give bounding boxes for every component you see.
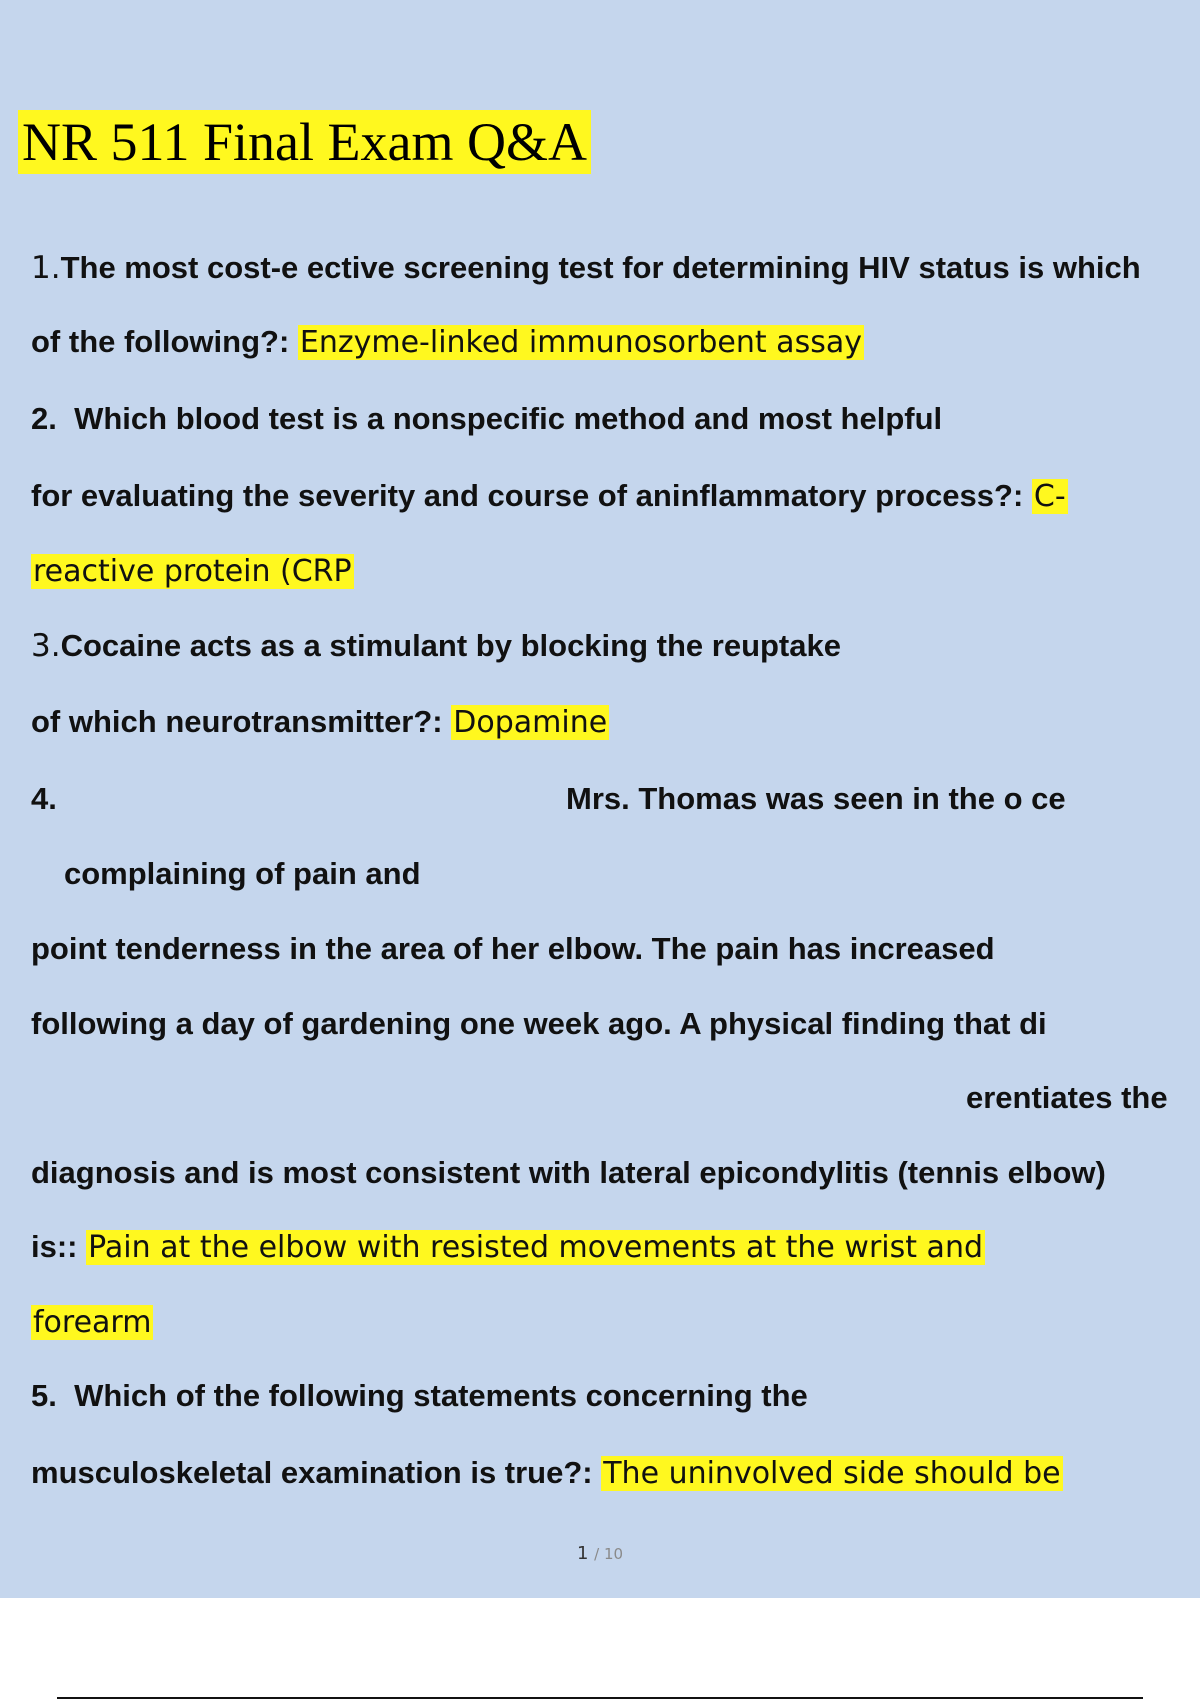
question-3-answer: Dopamine — [453, 705, 608, 740]
question-4-line-4 — [31, 1004, 1047, 1044]
question-4-text-4: following a day of gardening one week ago. A physical finding that di — [31, 1006, 1047, 1041]
question-4-line-6 — [31, 1153, 1106, 1193]
question-1-prefix: of the following?: — [31, 324, 298, 359]
question-2-answer-part-1: C- — [1033, 479, 1066, 514]
question-5-line-1 — [31, 1376, 808, 1416]
question-4-text-6: diagnosis and is most consistent with lateral epicondylitis (tennis elbow) — [31, 1155, 1106, 1190]
question-1-number: 1. — [31, 250, 61, 286]
question-4-text-2: complaining of pain and — [64, 856, 421, 891]
question-4-text-5: erentiates the — [966, 1080, 1168, 1115]
question-4-answer-part-2: forearm — [33, 1305, 152, 1340]
question-1-line-2 — [31, 322, 864, 363]
question-3-number: 3. — [31, 628, 61, 664]
question-5-answer: The uninvolved side should be — [603, 1456, 1061, 1491]
page-indicator — [0, 1543, 1200, 1564]
question-4-line-1 — [566, 779, 1066, 819]
page-divider — [57, 1697, 1143, 1699]
question-4-answer-part-1: Pain at the elbow with resisted movements at the wrist and — [88, 1230, 983, 1265]
document-title: NR 511 Final Exam Q&A — [18, 110, 591, 174]
question-3-text: Cocaine acts as a stimulant by blocking the reuptake — [60, 628, 841, 663]
question-2-text: Which blood test is a nonspecific method and most helpful — [74, 401, 943, 436]
question-4-line-5 — [966, 1078, 1168, 1118]
question-4-text-3: point tenderness in the area of her elbow. The pain has increased — [31, 931, 995, 966]
question-4-number: 4. — [31, 781, 57, 816]
question-2-line-2 — [31, 476, 1068, 517]
question-1-text: The most cost-e ective screening test for determining HIV status is which — [60, 250, 1141, 285]
question-4-line-3 — [31, 929, 995, 969]
question-4-number-line — [31, 779, 57, 819]
question-5-prefix: musculoskeletal examination is true?: — [31, 1455, 602, 1490]
question-5-text: Which of the following statements concerning the — [74, 1378, 808, 1413]
question-5-number: 5. — [31, 1378, 57, 1413]
question-1-line-1 — [31, 248, 1141, 288]
page-total: / 10 — [594, 1545, 624, 1563]
question-2-line-1 — [31, 399, 942, 439]
question-5-line-2 — [31, 1453, 1063, 1494]
question-4-line-7 — [31, 1227, 985, 1268]
question-2-answer-part-2: reactive protein (CRP — [33, 554, 352, 589]
question-4-prefix: is:: — [31, 1229, 87, 1264]
question-2-prefix: for evaluating the severity and course of aninflammatory process?: — [31, 478, 1032, 513]
question-3-line-2 — [31, 702, 609, 743]
question-2-line-3 — [31, 551, 354, 592]
question-4-text-1: Mrs. Thomas was seen in the o ce — [566, 781, 1066, 816]
page-current: 1 — [576, 1543, 589, 1564]
question-4-line-8 — [31, 1302, 153, 1343]
question-1-answer: Enzyme-linked immunosorbent assay — [299, 325, 862, 360]
question-3-line-1 — [31, 626, 841, 666]
question-3-prefix: of which neurotransmitter?: — [31, 704, 452, 739]
question-2-number: 2. — [31, 401, 57, 436]
question-4-line-2 — [64, 854, 421, 894]
